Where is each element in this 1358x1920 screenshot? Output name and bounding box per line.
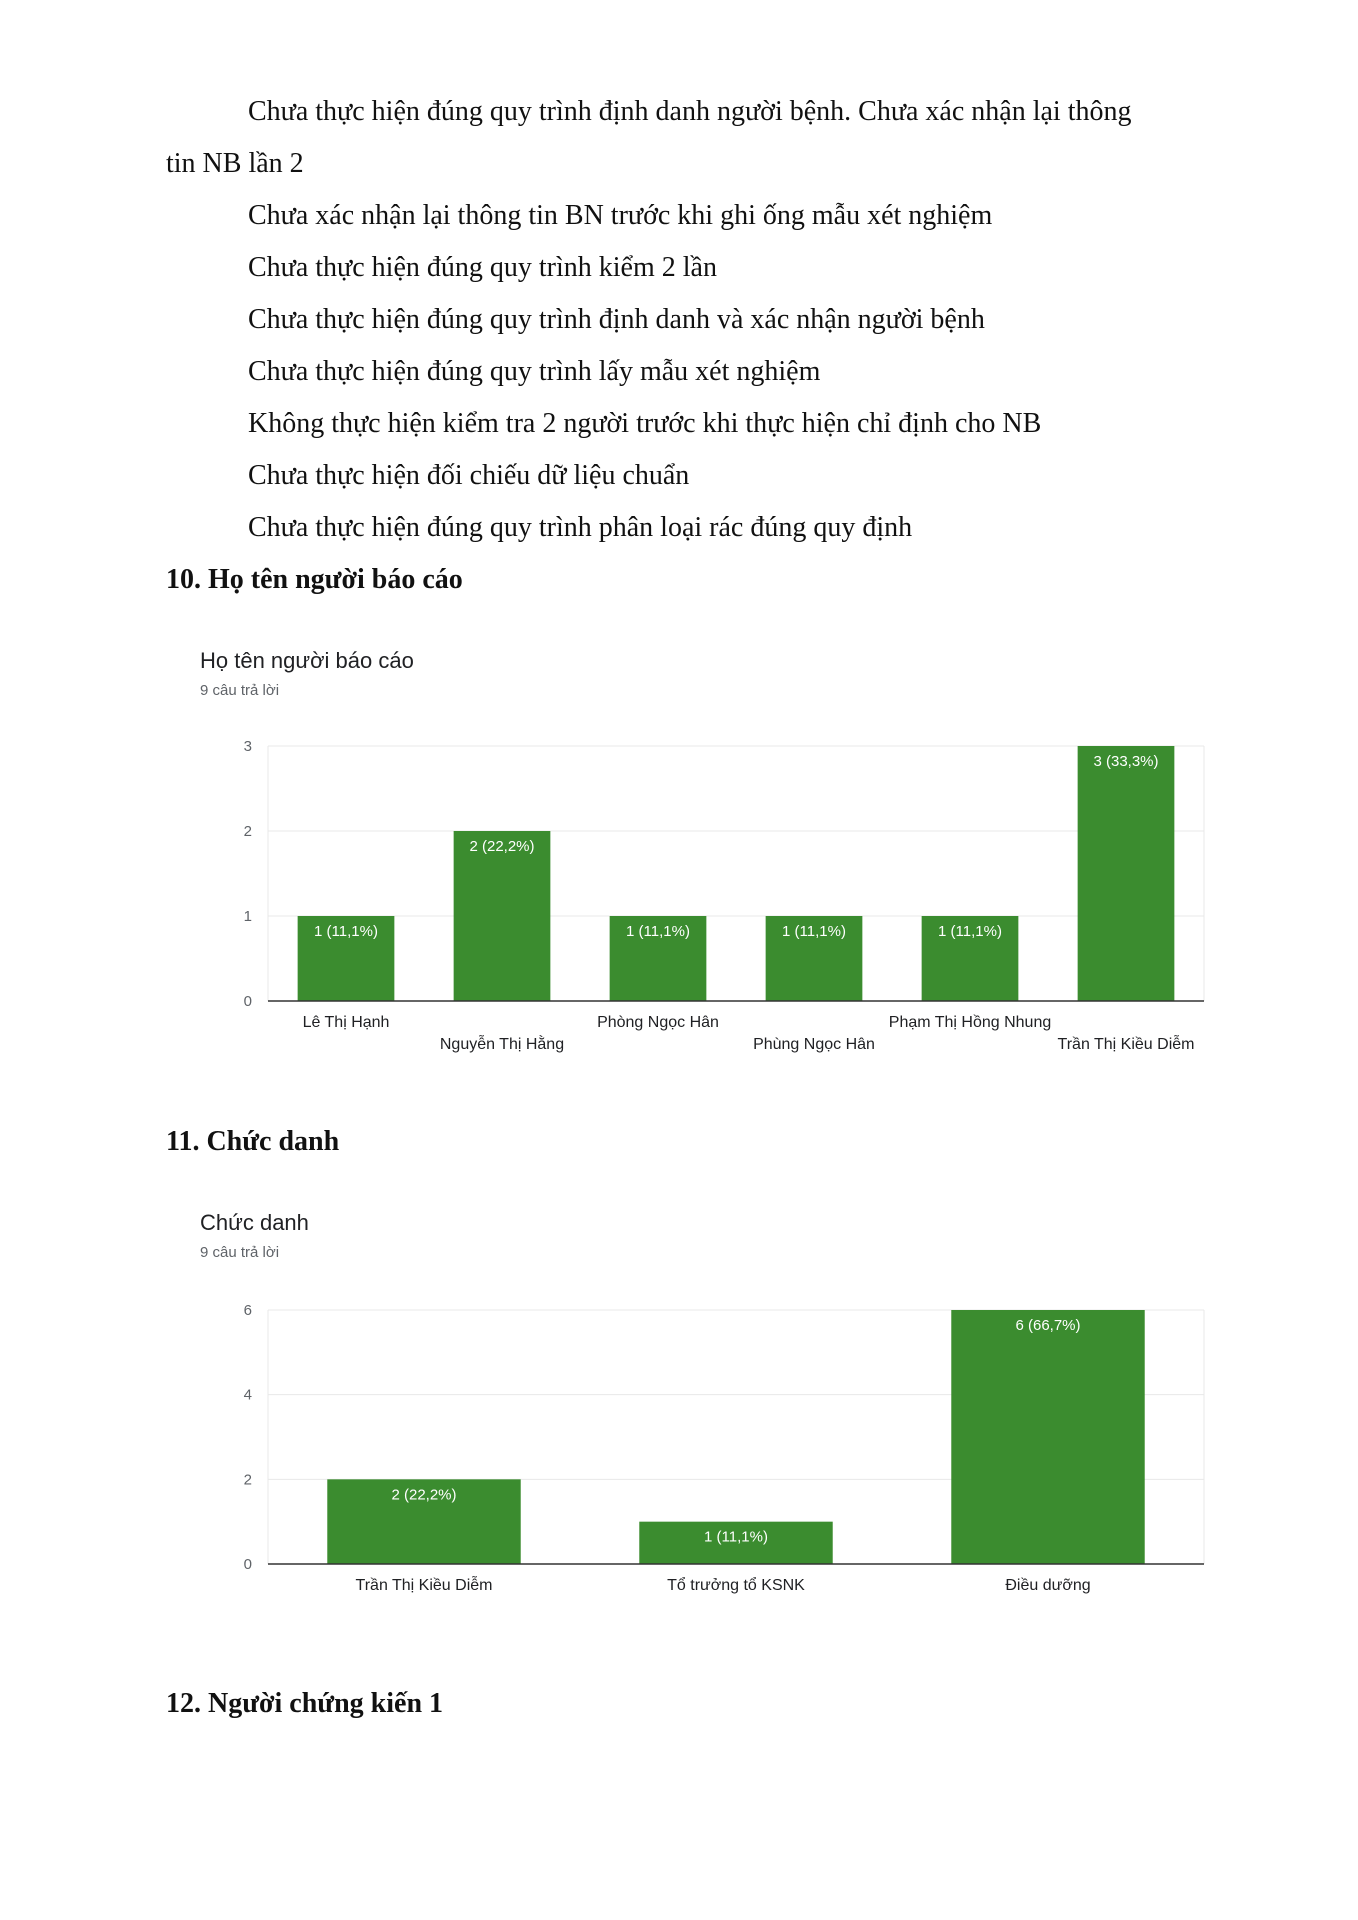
x-category-label: Phùng Ngọc Hân	[753, 1036, 875, 1053]
x-category-label: Phạm Thị Hồng Nhung	[888, 1014, 1052, 1031]
bar-data-label: 1 (11,1%)	[704, 1528, 768, 1546]
y-tick-label: 2	[243, 1471, 252, 1489]
x-category-label: Phòng Ngọc Hân	[597, 1014, 719, 1031]
x-category-label: Trần Thị Kiều Diễm	[1057, 1036, 1195, 1053]
bar-chart-reporter	[166, 630, 1206, 1070]
chart-card-reporter	[166, 630, 1206, 1070]
x-category-label: Điều dưỡng	[1005, 1577, 1091, 1594]
body-line-5: Chưa thực hiện đúng quy trình định danh và xác nhận người bệnh	[248, 304, 985, 335]
chart-subtitle: 9 câu trả lời	[200, 1244, 280, 1261]
bar	[1078, 746, 1175, 1001]
bar	[951, 1310, 1144, 1564]
bar-data-label: 1 (11,1%)	[314, 923, 378, 940]
bar-data-label: 1 (11,1%)	[626, 923, 690, 940]
x-category-label: Lê Thị Hạnh	[302, 1014, 390, 1031]
chart-subtitle: 9 câu trả lời	[200, 682, 280, 699]
y-tick-label: 0	[243, 993, 252, 1010]
body-line-2: tin NB lần 2	[166, 148, 304, 179]
bar-data-label: 2 (22,2%)	[391, 1486, 457, 1504]
x-category-label: Tổ trưởng tổ KSNK	[667, 1577, 805, 1594]
bar-data-label: 1 (11,1%)	[938, 923, 1002, 940]
body-line-8: Chưa thực hiện đối chiếu dữ liệu chuẩn	[248, 460, 690, 491]
section-heading-10: 10. Họ tên người báo cáo	[166, 564, 463, 595]
bar-data-label: 1 (11,1%)	[782, 923, 846, 940]
y-tick-label: 6	[243, 1302, 252, 1319]
body-line-6: Chưa thực hiện đúng quy trình lấy mẫu xét nghiệm	[248, 356, 821, 387]
x-category-label: Trần Thị Kiều Diễm	[355, 1577, 493, 1594]
section-heading-12: 12. Người chứng kiến 1	[166, 1688, 444, 1719]
y-tick-label: 3	[243, 738, 252, 755]
chart-title: Họ tên người báo cáo	[200, 648, 414, 673]
bar-chart-job-title	[166, 1192, 1206, 1612]
body-line-3: Chưa xác nhận lại thông tin BN trước khi ghi ống mẫu xét nghiệm	[248, 200, 993, 231]
y-tick-label: 2	[243, 823, 252, 840]
x-category-label: Nguyễn Thị Hằng	[439, 1036, 565, 1053]
body-line-9: Chưa thực hiện đúng quy trình phân loại rác đúng quy định	[248, 512, 913, 543]
y-tick-label: 4	[243, 1386, 252, 1404]
bar-data-label: 6 (66,7%)	[1015, 1317, 1081, 1334]
body-line-7: Không thực hiện kiểm tra 2 người trước khi thực hiện chỉ định cho NB	[248, 408, 1042, 439]
body-line-1: Chưa thực hiện đúng quy trình định danh người bệnh. Chưa xác nhận lại thông	[248, 96, 1132, 127]
chart-card-title	[166, 1192, 1206, 1612]
chart-title: Chức danh	[200, 1210, 309, 1235]
y-tick-label: 1	[243, 908, 252, 925]
bar	[454, 831, 551, 1001]
y-tick-label: 0	[243, 1556, 252, 1573]
bar-data-label: 3 (33,3%)	[1093, 753, 1159, 770]
body-line-4: Chưa thực hiện đúng quy trình kiểm 2 lần	[248, 252, 717, 283]
bar-data-label: 2 (22,2%)	[469, 838, 535, 855]
section-heading-11: 11. Chức danh	[166, 1126, 340, 1157]
